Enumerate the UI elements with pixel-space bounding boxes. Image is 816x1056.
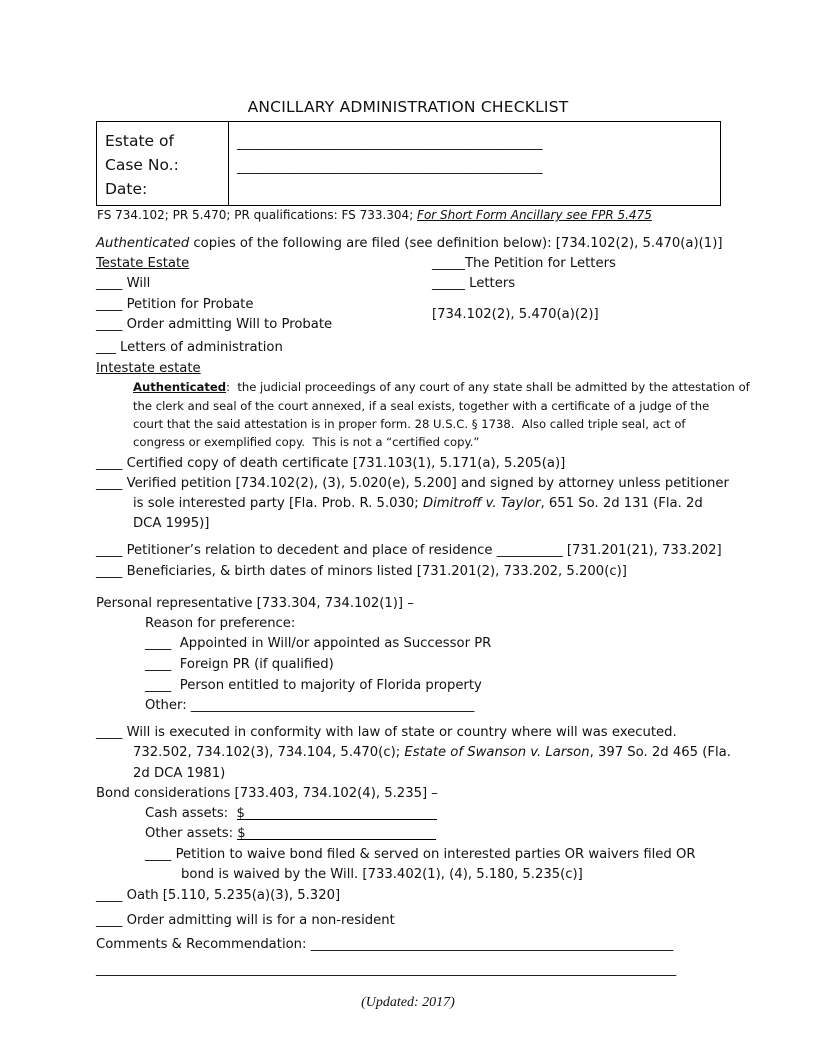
date-label: Date: (105, 180, 148, 198)
bond-considerations-heading: Bond considerations [733.403, 734.102(4), 5.235] – (96, 786, 438, 801)
reason-for-preference-label: Reason for preference: (145, 616, 296, 631)
pr-option-majority-property: ____ Person entitled to majority of Florida property (145, 678, 482, 693)
case-number-field[interactable]: _______________________________________________ (237, 160, 543, 175)
personal-representative-heading: Personal representative [733.304, 734.102(1)] – (96, 596, 414, 611)
testate-will-item: ____ Will (96, 276, 151, 291)
other-assets-row (145, 827, 436, 840)
pr-option-foreign: ____ Foreign PR (if qualified) (145, 657, 334, 672)
pr-option-other: Other: ___________________________________________ (145, 698, 475, 713)
authenticated-intro (96, 237, 722, 250)
case-number-label: Case No.: (105, 156, 179, 174)
letters-citation: [734.102(2), 5.470(a)(2)] (432, 307, 599, 322)
will-conformity-cite: , 397 So. 2d 465 (Fla. (589, 745, 731, 760)
comments-recommendation[interactable]: Comments & Recommendation: _______________________________________________________ (96, 937, 674, 952)
verified-petition-cite: , 651 So. 2d 131 (Fla. 2d (540, 496, 703, 511)
verified-petition-line-3: DCA 1995)] (133, 516, 210, 531)
case-citation-dimitroff: Dimitroff v. Taylor (422, 496, 541, 511)
box-divider (228, 122, 229, 205)
intestate-estate-heading: Intestate estate (96, 361, 201, 376)
death-certificate-item: ____ Certified copy of death certificate [731.103(1), 5.171(a), 5.205(a)] (96, 456, 566, 471)
verified-petition-line-2 (133, 497, 703, 510)
testate-estate-heading: Testate Estate (96, 256, 190, 271)
oath-item: ____ Oath [5.110, 5.235(a)(3), 5.320] (96, 888, 341, 903)
authenticated-lead: Authenticated (96, 236, 190, 251)
cash-assets-dollar: $ (236, 806, 245, 821)
other-assets-field[interactable] (237, 827, 436, 840)
pr-option-appointed: ____ Appointed in Will/or appointed as Successor PR (145, 636, 492, 651)
cash-assets-field[interactable] (237, 807, 437, 820)
beneficiaries-item: ____ Beneficiaries, & birth dates of minors listed [731.201(2), 733.202, 5.200(c)] (96, 564, 627, 579)
authenticated-definition-line-4: congress or exemplified copy. This is not a “certified copy.” (133, 435, 480, 449)
page-title: ANCILLARY ADMINISTRATION CHECKLIST (247, 98, 569, 116)
cash-assets-row (145, 807, 437, 820)
authenticated-intro-rest: copies of the following are filed (see definition below): [734.102(2), 5.470(a)(1)] (189, 236, 723, 251)
citation-text: FS 734.102; PR 5.470; PR qualifications: FS 733.304; (97, 208, 418, 222)
statute-citation-line (97, 209, 652, 221)
letters-item: _____ Letters (432, 276, 516, 291)
definition-term: Authenticated (133, 380, 227, 394)
other-assets-label: Other assets: (145, 826, 238, 841)
case-citation-swanson: Estate of Swanson v. Larson (404, 745, 590, 760)
verified-petition-text: is sole interested party [Fla. Prob. R. 5.030; (133, 496, 423, 511)
waive-bond-line-1: ____ Petition to waive bond filed & served on interested parties OR waivers filed OR (145, 847, 696, 862)
petition-for-letters-item: _____The Petition for Letters (432, 256, 616, 271)
estate-of-field[interactable]: _______________________________________________ (237, 136, 543, 151)
updated-footer: (Updated: 2017) (361, 995, 455, 1010)
order-non-resident-item: ____ Order admitting will is for a non-resident (96, 913, 395, 928)
will-conformity-line-2 (133, 746, 731, 759)
authenticated-definition-line-2: the clerk and seal of the court annexed, if a seal exists, together with a certificate of a judge of the (133, 399, 710, 413)
verified-petition-line-1: ____ Verified petition [734.102(2), (3), 5.020(e), 5.200] and signed by attorney unless petitioner (96, 476, 729, 491)
cash-assets-label: Cash assets: (145, 806, 237, 821)
comments-extra-line[interactable]: ________________________________________________________________________________________ (96, 962, 677, 977)
authenticated-definition-line-1 (133, 382, 750, 394)
will-conformity-line-1: ____ Will is executed in conformity with law of state or country where will was executed. (96, 725, 677, 740)
petitioner-relation-item: ____ Petitioner’s relation to decedent and place of residence __________ [731.201(21), 733.202] (96, 543, 722, 558)
short-form-reference: For Short Form Ancillary see FPR 5.475 (417, 208, 652, 222)
other-assets-dollar: $ (237, 826, 246, 841)
authenticated-definition-line-3: court that the said attestation is in proper form. 28 U.S.C. § 1738. Also called triple seal, act of (133, 417, 686, 431)
testate-order-item: ____ Order admitting Will to Probate (96, 317, 333, 332)
letters-of-administration-item: ___ Letters of administration (96, 340, 283, 355)
estate-of-label: Estate of (105, 132, 174, 150)
will-conformity-line-3: 2d DCA 1981) (133, 766, 226, 781)
waive-bond-line-2: bond is waived by the Will. [733.402(1), (4), 5.180, 5.235(c)] (181, 867, 583, 882)
definition-line-1-text: : the judicial proceedings of any court of any state shall be admitted by the attestation of (226, 380, 750, 394)
will-conformity-statutes: 732.502, 734.102(3), 734.104, 5.470(c); (133, 745, 405, 760)
testate-petition-item: ____ Petition for Probate (96, 297, 254, 312)
